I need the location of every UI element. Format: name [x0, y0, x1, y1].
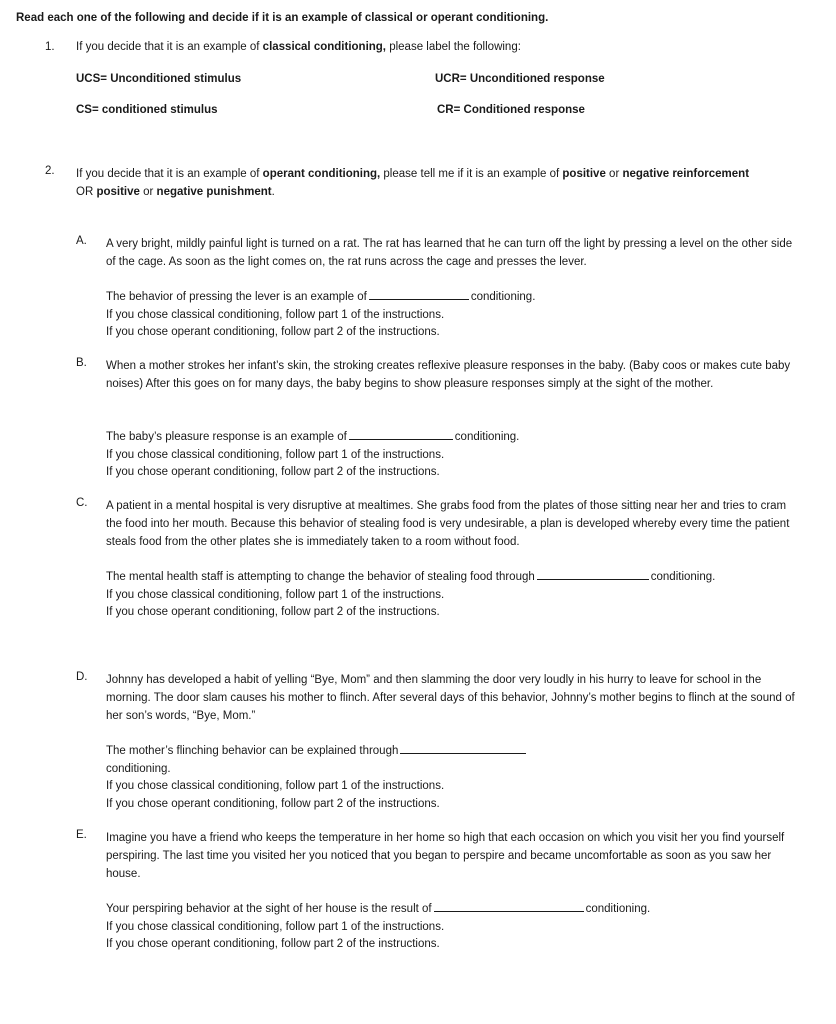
part2-bold: operant conditioning, — [262, 168, 381, 180]
answer-block — [106, 287, 796, 342]
part1-bold: classical conditioning, — [262, 41, 387, 53]
def-cr: CR= Conditioned response — [437, 104, 585, 116]
question-b — [76, 357, 816, 482]
def-ucr: UCR= Unconditioned response — [435, 73, 605, 85]
part2-text: please tell me if it is an example of — [380, 168, 563, 180]
answer-block — [106, 741, 796, 813]
instruction-operant: If you chose operant conditioning, follow part 2 of the instructions. — [106, 326, 440, 338]
part1-lead: If you decide that it is an example of — [76, 41, 263, 53]
part2-number: 2. — [45, 165, 55, 177]
answer-prompt: The mental health staff is attempting to change the behavior of stealing food through — [106, 571, 535, 583]
answer-prompt: The behavior of pressing the lever is an example of — [106, 291, 367, 303]
part2-bold: negative punishment — [156, 186, 272, 198]
answer-blank[interactable] — [369, 287, 469, 300]
instruction-operant: If you chose operant conditioning, follow part 2 of the instructions. — [106, 606, 440, 618]
answer-block — [106, 427, 796, 482]
question-text: When a mother strokes her infant’s skin, the stroking creates reflexive pleasure responses in the baby. (Baby coos or makes cute baby noises) After this goes on for many days, the baby begins to show pleasure responses simply at the sight of the mother. — [106, 360, 791, 390]
instruction-classical: If you chose classical conditioning, follow part 1 of the instructions. — [106, 920, 445, 933]
question-d — [76, 671, 816, 811]
part2-text: . — [271, 186, 275, 198]
part2-bold: positive — [562, 168, 606, 180]
question-c — [76, 497, 816, 622]
instruction-classical: If you chose classical conditioning, follow part 1 of the instructions. — [106, 308, 445, 321]
answer-blank[interactable] — [537, 567, 649, 580]
answer-block — [106, 567, 796, 622]
answer-suffix: conditioning. — [106, 762, 171, 775]
part2-instruction — [76, 165, 816, 201]
question-text: A patient in a mental hospital is very disruptive at mealtimes. She grabs food from the plates of those sitting near her and tries to cram the food into her mouth. Because this behavior of stealing food is very undesirable, a plan is developed whereby every time the patient steals food from the other plates she is immediately taken to a room without food. — [106, 500, 790, 548]
part1-tail: please label the following: — [386, 41, 521, 53]
answer-prompt: Your perspiring behavior at the sight of her house is the result of — [106, 903, 432, 915]
instruction-operant: If you chose operant conditioning, follow part 2 of the instructions. — [106, 797, 440, 810]
answer-suffix: conditioning. — [470, 291, 536, 303]
answer-suffix: conditioning. — [585, 903, 651, 915]
question-text: A very bright, mildly painful light is turned on a rat. The rat has learned that he can turn off the light by pressing a level on the other side of the cage. As soon as the light comes on, the rat runs across the cage and presses the lever. — [106, 238, 793, 268]
instruction-classical: If you chose classical conditioning, follow part 1 of the instructions. — [106, 780, 445, 792]
answer-blank[interactable] — [349, 427, 453, 440]
answer-suffix: conditioning. — [650, 571, 716, 583]
def-cs: CS= conditioned stimulus — [76, 104, 218, 116]
part2-bold: positive — [96, 186, 140, 198]
part2-text: or — [605, 168, 623, 180]
part2-text: If you decide that it is an example of — [76, 168, 263, 180]
instruction-classical: If you chose classical conditioning, follow part 1 of the instructions. — [106, 448, 445, 461]
question-a — [76, 235, 816, 340]
question-text: Johnny has developed a habit of yelling “Bye, Mom” and then slamming the door very loudly in his hurry to leave for school in the morning. The door slam causes his mother to flinch. After several days of this behavior, Johnny’s mother begins to flinch at the sound of her son’s words, “Bye, Mom.” — [106, 674, 795, 722]
question-letter: B. — [76, 357, 87, 369]
answer-suffix: conditioning. — [454, 431, 520, 443]
answer-blank[interactable] — [400, 741, 526, 754]
part1-instruction — [76, 41, 521, 53]
part1-number: 1. — [45, 41, 55, 53]
question-e — [76, 829, 816, 954]
answer-prompt: The baby’s pleasure response is an example of — [106, 431, 347, 443]
instruction-classical: If you chose classical conditioning, follow part 1 of the instructions. — [106, 588, 445, 601]
answer-blank[interactable] — [434, 899, 584, 912]
question-letter: D. — [76, 671, 88, 683]
question-letter: A. — [76, 235, 87, 247]
question-letter: E. — [76, 829, 87, 841]
answer-block — [106, 899, 796, 954]
question-text: Imagine you have a friend who keeps the temperature in her home so high that each occasion on which you visit her you find yourself perspiring. The last time you visited her you noticed that you began to perspire and became uncomfortable as soon as you saw her house. — [106, 832, 785, 880]
part2-text: OR — [76, 186, 97, 198]
part2-bold: negative reinforcement — [622, 168, 750, 180]
instruction-operant: If you chose operant conditioning, follow part 2 of the instructions. — [106, 938, 440, 950]
worksheet-heading: Read each one of the following and decide if it is an example of classical or operant conditioning. — [16, 12, 549, 24]
question-letter: C. — [76, 497, 88, 509]
answer-prompt: The mother’s flinching behavior can be explained through — [106, 745, 399, 757]
part2-text: or — [139, 186, 157, 198]
def-ucs: UCS= Unconditioned stimulus — [76, 73, 242, 85]
instruction-operant: If you chose operant conditioning, follow part 2 of the instructions. — [106, 466, 440, 478]
